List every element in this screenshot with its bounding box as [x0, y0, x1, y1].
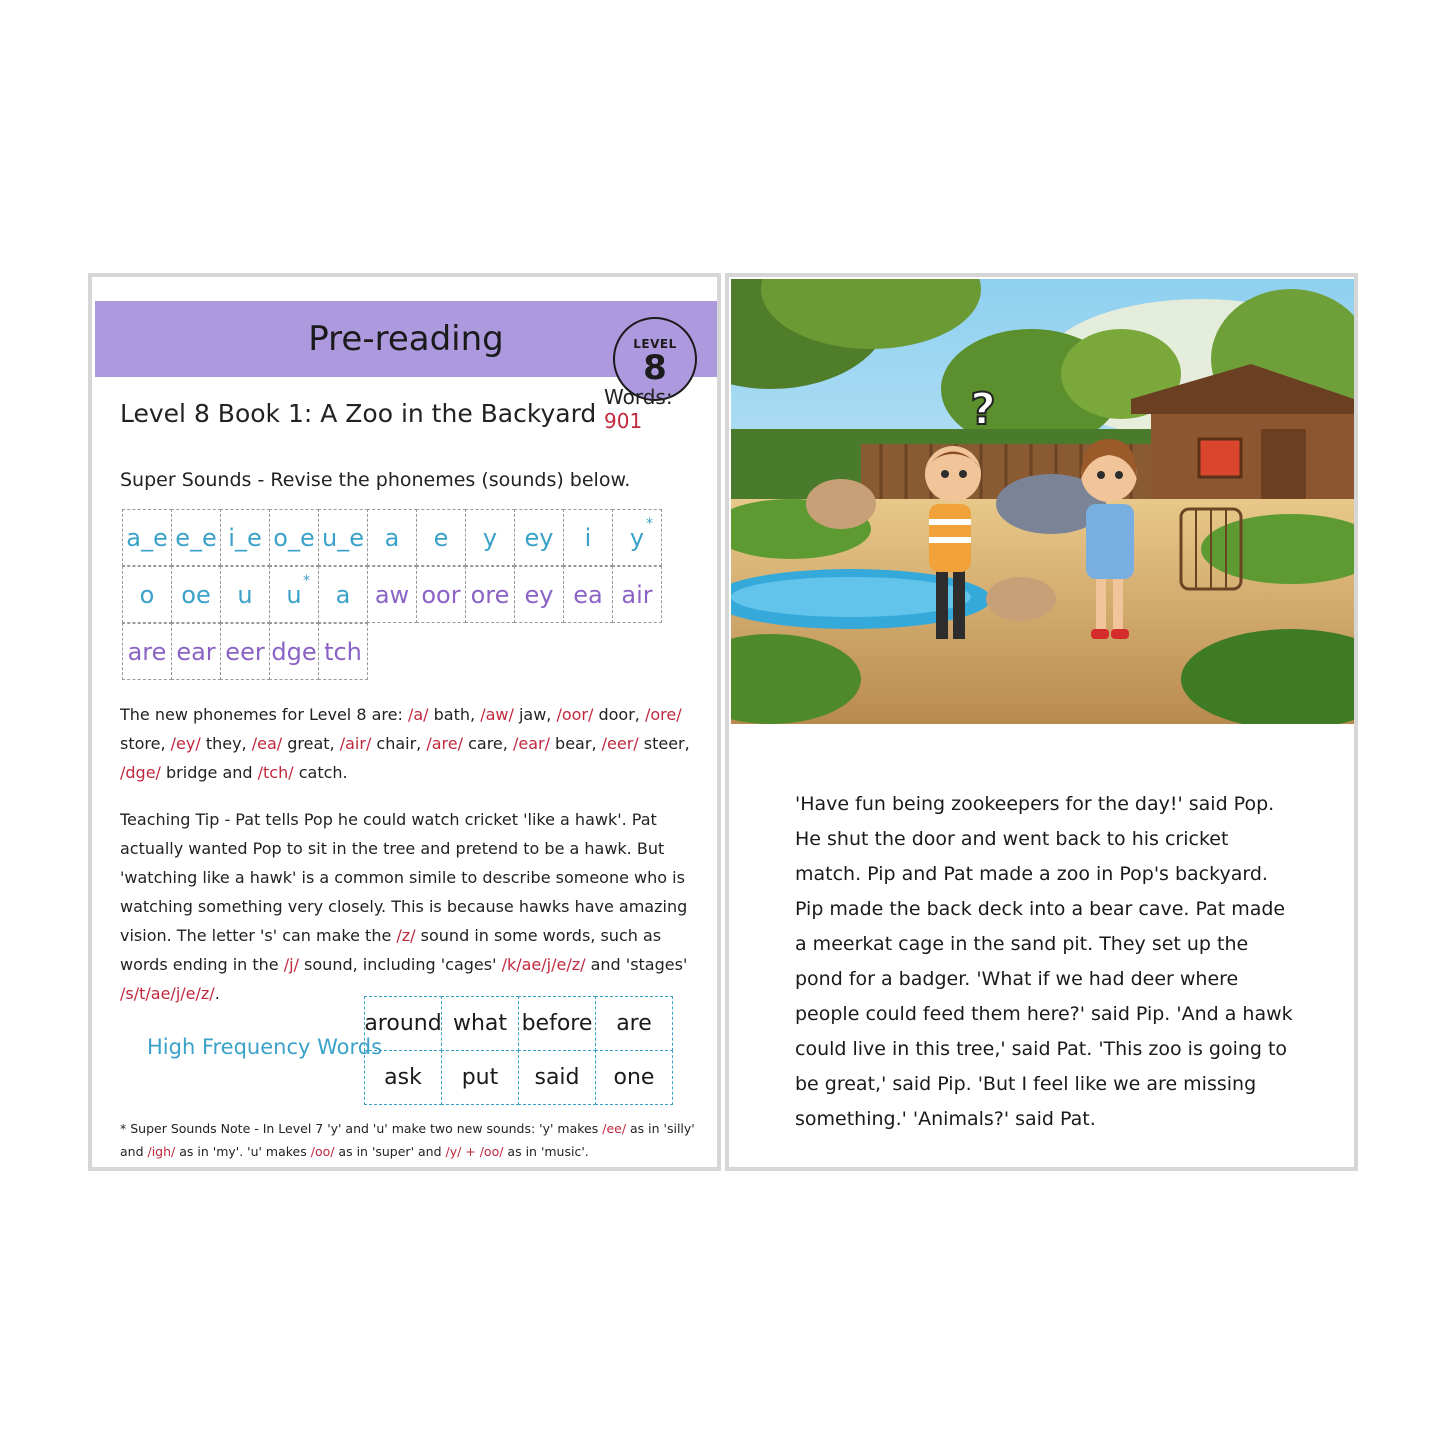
hfw-word: said	[518, 1050, 596, 1105]
hfw-word: one	[595, 1050, 673, 1105]
text-segment: as in 'super' and	[334, 1144, 446, 1159]
sound-text: o	[139, 580, 155, 609]
phoneme-text: /ore/	[644, 705, 682, 724]
sound-cell	[171, 566, 221, 623]
sound-text: u	[286, 580, 302, 609]
phoneme-text: /aw/	[480, 705, 514, 724]
sound-text: dge	[271, 637, 317, 666]
text-segment: The new phonemes for Level 8 are:	[120, 705, 408, 724]
words-value: 901	[604, 409, 643, 433]
phoneme-text: /j/	[283, 955, 299, 974]
phoneme-text: /ea/	[251, 734, 283, 753]
banner-title: Pre-reading	[308, 319, 504, 359]
phoneme-text: /y/ + /oo/	[445, 1144, 504, 1159]
phoneme-text: /s/t/ae/j/e/z/	[120, 984, 215, 1003]
sound-text: a	[384, 523, 400, 552]
sound-cell	[220, 623, 270, 680]
text-segment: as in 'music'.	[503, 1144, 589, 1159]
right-page	[725, 273, 1358, 1171]
illustration-scene	[731, 279, 1354, 724]
sound-cell	[318, 509, 368, 566]
phoneme-text: /dge/	[120, 763, 161, 782]
text-segment: .	[214, 984, 220, 1003]
sound-cell	[269, 623, 319, 680]
story-text: 'Have fun being zookeepers for the day!' said Pop. He shut the door and went back to his cricket match. Pip and Pat made a zoo in Pop's backyard. Pip made the back deck into a bear cave. Pat made a meerkat cage in the sand pit. They set up the pond for a badger. 'What if we had deer where people could feed them here?' said Pip. 'And a hawk could live in this tree,' said Pat. 'This zoo is going to be great,' said Pip. 'But I feel like we are missing something.' 'Animals?' said Pat.	[795, 793, 1293, 1130]
text-segment: store,	[120, 734, 171, 753]
phoneme-text: /k/ae/j/e/z/	[501, 955, 586, 974]
sound-text: are	[127, 637, 167, 666]
sound-text: u_e	[322, 523, 364, 552]
sound-row	[122, 509, 661, 566]
sound-star: *	[646, 516, 653, 532]
sound-text: e_e	[175, 523, 217, 552]
sound-text: eer	[225, 637, 265, 666]
sound-cell	[563, 509, 613, 566]
phoneme-text: /a/	[407, 705, 429, 724]
sound-cell	[514, 566, 564, 623]
phoneme-text: /are/	[426, 734, 464, 753]
sound-cell	[563, 566, 613, 623]
sound-text: y	[482, 523, 498, 552]
sound-cell	[514, 509, 564, 566]
phoneme-text: /air/	[339, 734, 372, 753]
hfw-word: what	[441, 996, 519, 1051]
sound-text: y	[629, 523, 645, 552]
sound-cell	[220, 566, 270, 623]
story-illustration	[731, 279, 1354, 724]
text-segment: they,	[200, 734, 252, 753]
hfw-word: put	[441, 1050, 519, 1105]
sound-cell	[416, 509, 466, 566]
level-label: LEVEL	[633, 337, 677, 351]
hfw-word: ask	[364, 1050, 442, 1105]
sound-text: ore	[470, 580, 510, 609]
sound-cell	[465, 509, 515, 566]
high-frequency-words-label: High Frequency Words	[147, 1035, 383, 1059]
phoneme-text: /ear/	[512, 734, 550, 753]
hfw-word: before	[518, 996, 596, 1051]
text-segment: great,	[282, 734, 340, 753]
text-segment: bath,	[428, 705, 481, 724]
super-sounds-grid	[122, 509, 661, 680]
sound-cell	[269, 509, 319, 566]
super-sounds-footnote	[120, 1117, 700, 1163]
sound-cell	[171, 623, 221, 680]
phoneme-text: /ee/	[602, 1121, 627, 1136]
text-segment: steer,	[638, 734, 690, 753]
hfw-row	[364, 1050, 672, 1104]
text-segment: chair,	[371, 734, 427, 753]
text-segment: and 'stages'	[585, 955, 688, 974]
sound-cell	[612, 566, 662, 623]
phoneme-text: /igh/	[147, 1144, 176, 1159]
sound-text: ear	[176, 637, 216, 666]
sound-text: oe	[181, 580, 211, 609]
sound-cell	[122, 623, 172, 680]
sound-cell	[318, 623, 368, 680]
sound-cell	[367, 566, 417, 623]
sound-cell	[220, 509, 270, 566]
text-segment: as in 'silly' and	[120, 1121, 695, 1159]
level-number: 8	[643, 348, 667, 388]
sound-cell	[612, 509, 662, 566]
text-segment: bear,	[549, 734, 602, 753]
text-segment: door,	[593, 705, 645, 724]
phoneme-text: /ey/	[170, 734, 201, 753]
left-page	[88, 273, 721, 1171]
hfw-word: are	[595, 996, 673, 1051]
phoneme-text: /oor/	[556, 705, 594, 724]
phoneme-text: /z/	[396, 926, 416, 945]
sound-star: *	[303, 573, 310, 589]
sound-text: e	[433, 523, 449, 552]
sound-text: a_e	[126, 523, 168, 552]
sound-cell	[416, 566, 466, 623]
sound-text: aw	[374, 580, 410, 609]
high-frequency-words-grid	[364, 996, 672, 1104]
phoneme-text: /oo/	[310, 1144, 335, 1159]
sound-row	[122, 623, 661, 680]
word-count	[604, 385, 717, 433]
words-label: Words:	[604, 385, 673, 409]
text-segment: as in 'my'. 'u' makes	[175, 1144, 311, 1159]
sound-text: ea	[573, 580, 603, 609]
sound-text: air	[621, 580, 653, 609]
text-segment: sound in some words, such as words ending in the	[120, 926, 662, 974]
sound-text: i_e	[228, 523, 262, 552]
hfw-row	[364, 996, 672, 1050]
sound-cell	[318, 566, 368, 623]
sound-text: ey	[524, 580, 554, 609]
super-sounds-heading: Super Sounds - Revise the phonemes (sounds) below.	[120, 469, 631, 491]
hfw-word: around	[364, 996, 442, 1051]
sound-row	[122, 566, 661, 623]
book-title: Level 8 Book 1: A Zoo in the Backyard	[120, 399, 597, 428]
text-segment: catch.	[293, 763, 348, 782]
banner	[95, 301, 717, 388]
sound-cell	[269, 566, 319, 623]
sound-text: oor	[421, 580, 461, 609]
teaching-tip-paragraph	[120, 805, 710, 1008]
text-segment: * Super Sounds Note - In Level 7 'y' and 'u' make two new sounds: 'y' makes	[120, 1121, 603, 1136]
sound-cell	[367, 509, 417, 566]
text-segment: Teaching Tip - Pat tells Pop he could watch cricket 'like a hawk'. Pat actually wanted Pop to sit in the tree and pretend to be a hawk. But 'watching like a hawk' is a common simile to describe someone who is watching something very closely. This is because hawks have amazing vision. The letter 's' can make the	[120, 810, 688, 945]
sound-cell	[465, 566, 515, 623]
sound-cell	[171, 509, 221, 566]
sound-cell	[122, 509, 172, 566]
sound-text: o_e	[273, 523, 315, 552]
phoneme-text: /tch/	[257, 763, 294, 782]
question-mark: ?	[970, 384, 996, 435]
sound-text: a	[335, 580, 351, 609]
new-phonemes-paragraph	[120, 700, 710, 787]
sound-text: i	[584, 523, 592, 552]
text-segment: bridge and	[160, 763, 258, 782]
phoneme-text: /eer/	[601, 734, 639, 753]
text-segment: sound, including 'cages'	[298, 955, 502, 974]
text-segment: jaw,	[513, 705, 557, 724]
sound-text: ey	[524, 523, 554, 552]
text-segment: care,	[463, 734, 513, 753]
sound-text: tch	[324, 637, 362, 666]
sound-cell	[122, 566, 172, 623]
sound-text: u	[237, 580, 253, 609]
